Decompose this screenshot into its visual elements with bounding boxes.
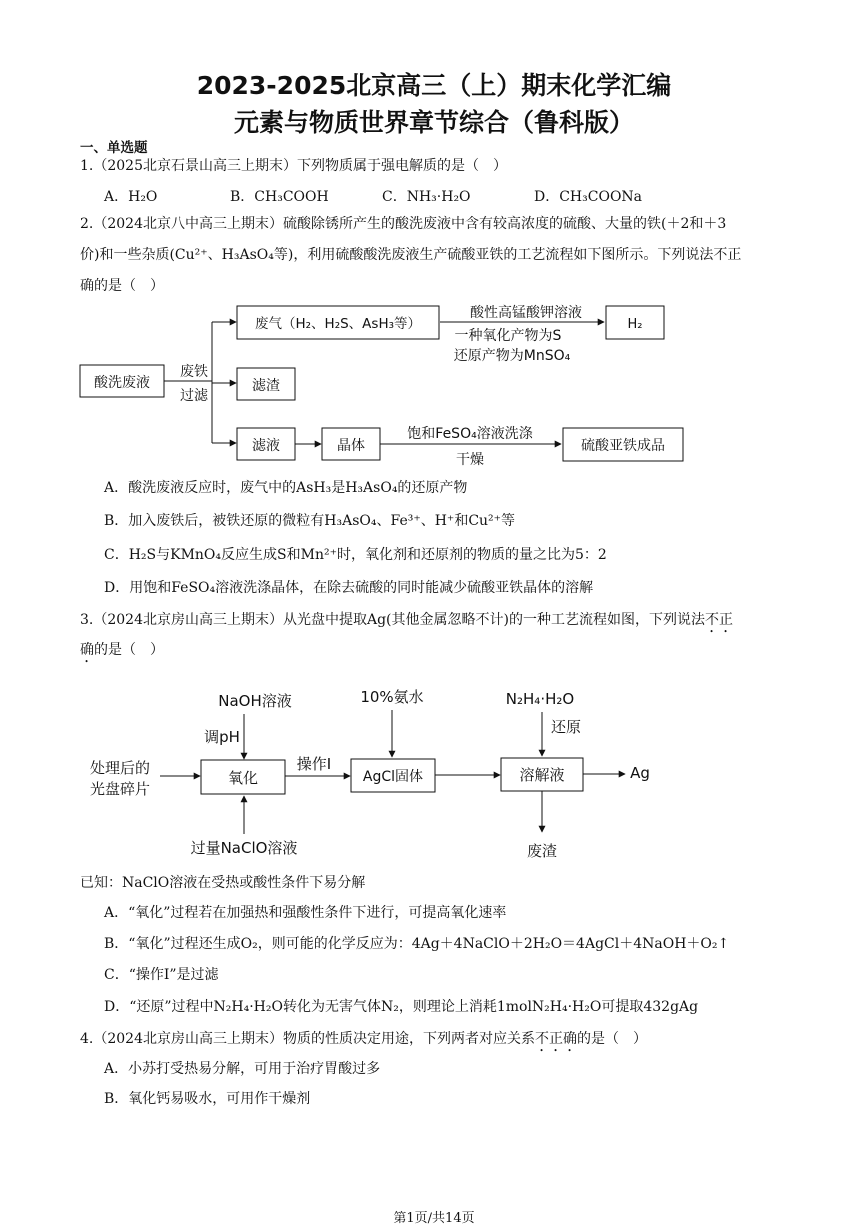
q3-feed-label-1: 处理后的 xyxy=(89,759,151,777)
q3-ammonia-label: 10%氨水 xyxy=(360,688,424,706)
q3-known-note: 已知：NaClO溶液在受热或酸性条件下易分解 xyxy=(80,875,366,891)
q3-n2h4-label: N₂H₄·H₂O xyxy=(505,690,575,708)
q3-stem-line2 xyxy=(80,640,164,666)
q3-op1-label: 操作I xyxy=(296,755,332,773)
page-title-line1: 2023-2025北京高三（上）期末化学汇编 xyxy=(196,71,672,100)
page-footer: 第1页/共14页 xyxy=(393,1211,475,1226)
q2-residue-label: 滤渣 xyxy=(252,378,280,394)
q2-wash-condition-2: 干燥 xyxy=(456,452,484,468)
q3-option-c: C．“操作I”是过滤 xyxy=(104,967,219,983)
q2-final-label: 硫酸亚铁成品 xyxy=(581,438,665,454)
q1-option-c: C．NH₃·H₂O xyxy=(382,189,471,205)
q2-option-b: B．加入废铁后，被铁还原的微粒有H₃AsO₄、Fe³⁺、H⁺和Cu²⁺等 xyxy=(104,513,516,529)
q3-option-b: B．“氧化”过程还生成O₂，则可能的化学反应为：4Ag＋4NaClO＋2H₂O＝4AgCl＋4NaOH＋O₂↑ xyxy=(104,936,730,952)
q2-stem-line3: 确的是（ ） xyxy=(80,278,164,294)
q2-reagent-top: 废铁 xyxy=(180,364,208,380)
q3-reduce-label: 还原 xyxy=(550,718,582,736)
q3-ag-label: Ag xyxy=(630,764,650,782)
q2-h2-label: H₂ xyxy=(627,317,643,332)
q3-dissolve-label: 溶解液 xyxy=(519,766,565,784)
q3-option-a: A．“氧化”过程若在加强热和强酸性条件下进行，可提高氧化速率 xyxy=(104,905,507,921)
q3-naclo-label: 过量NaClO溶液 xyxy=(190,839,298,857)
q4-stem-emphasis: 不正确 xyxy=(535,1031,577,1047)
q2-gas-condition-3: 还原产物为MnSO₄ xyxy=(453,348,571,364)
q3-stem-emphasis-2: 确 xyxy=(80,642,94,658)
q3-oxidize-label: 氧化 xyxy=(227,769,259,787)
q3-flow-diagram xyxy=(0,670,868,870)
q2-gas-condition-2: 一种氧化产物为S xyxy=(454,328,562,344)
page-title-line2: 元素与物质世界章节综合（鲁科版） xyxy=(233,108,634,137)
q3-waste-label: 废渣 xyxy=(526,842,558,860)
q3-stem-emphasis-1: 不正 xyxy=(704,612,733,628)
q2-wash-condition-1: 饱和FeSO₄溶液洗涤 xyxy=(407,426,533,442)
q2-gas-condition-1: 酸性高锰酸钾溶液 xyxy=(470,305,582,321)
q4-stem-pre: 4.（2024北京房山高三上期末）物质的性质决定用途，下列两者对应关系 xyxy=(80,1031,535,1047)
q4-stem-post: 的是（ ） xyxy=(577,1031,647,1047)
q2-stem-line1: 2.（2024北京八中高三上期末）硫酸除锈所产生的酸洗废液中含有较高浓度的硫酸、大量的铁(＋2和＋3 xyxy=(80,216,727,232)
q3-stem-line1 xyxy=(80,610,733,636)
q3-stem-pre: 3.（2024北京房山高三上期末）从光盘中提取Ag(其他金属忽略不计)的一种工艺流程如图，下列说法 xyxy=(80,612,705,628)
q1-option-d: D．CH₃COONa xyxy=(534,189,643,205)
q3-ph-label: 调pH xyxy=(204,728,240,746)
q2-option-d: D．用饱和FeSO₄溶液洗涤晶体，在除去硫酸的同时能减少硫酸亚铁晶体的溶解 xyxy=(104,580,594,596)
q4-option-b: B．氧化钙易吸水，可用作干燥剂 xyxy=(104,1091,311,1107)
q2-start-label: 酸洗废液 xyxy=(94,375,150,391)
q3-option-d: D．“还原”过程中N₂H₄·H₂O转化为无害气体N₂，则理论上消耗1molN₂H₄·H₂O可提取432gAg xyxy=(104,999,699,1015)
q2-gas-label: 废气（H₂、H₂S、AsH₃等） xyxy=(254,316,422,332)
q3-naoh-label: NaOH溶液 xyxy=(218,692,292,710)
q3-stem-post: 的是（ ） xyxy=(94,642,164,658)
q2-crystal-label: 晶体 xyxy=(337,438,365,454)
q2-option-c: C．H₂S与KMnO₄反应生成S和Mn²⁺时，氧化剂和还原剂的物质的量之比为5：2 xyxy=(104,547,607,563)
q3-feed-label-2: 光盘碎片 xyxy=(89,780,151,798)
q2-filtrate-label: 滤液 xyxy=(252,438,280,454)
q3-agcl-label: AgCl固体 xyxy=(362,769,424,785)
q2-flow-diagram xyxy=(0,298,868,468)
q4-stem xyxy=(80,1029,647,1055)
q2-reagent-bottom: 过滤 xyxy=(180,388,208,404)
section-heading: 一、单选题 xyxy=(80,140,148,156)
q1-stem: 1.（2025北京石景山高三上期末）下列物质属于强电解质的是（ ） xyxy=(80,158,507,174)
q4-option-a: A．小苏打受热易分解，可用于治疗胃酸过多 xyxy=(104,1061,381,1077)
q2-option-a: A．酸洗废液反应时，废气中的AsH₃是H₃AsO₄的还原产物 xyxy=(104,480,468,496)
q1-option-b: B．CH₃COOH xyxy=(230,189,329,205)
q2-stem-line2: 价)和一些杂质(Cu²⁺、H₃AsO₄等)，利用硫酸酸洗废液生产硫酸亚铁的工艺流程如下图所示。下列说法不正 xyxy=(80,247,742,263)
q1-option-a: A．H₂O xyxy=(104,189,158,205)
